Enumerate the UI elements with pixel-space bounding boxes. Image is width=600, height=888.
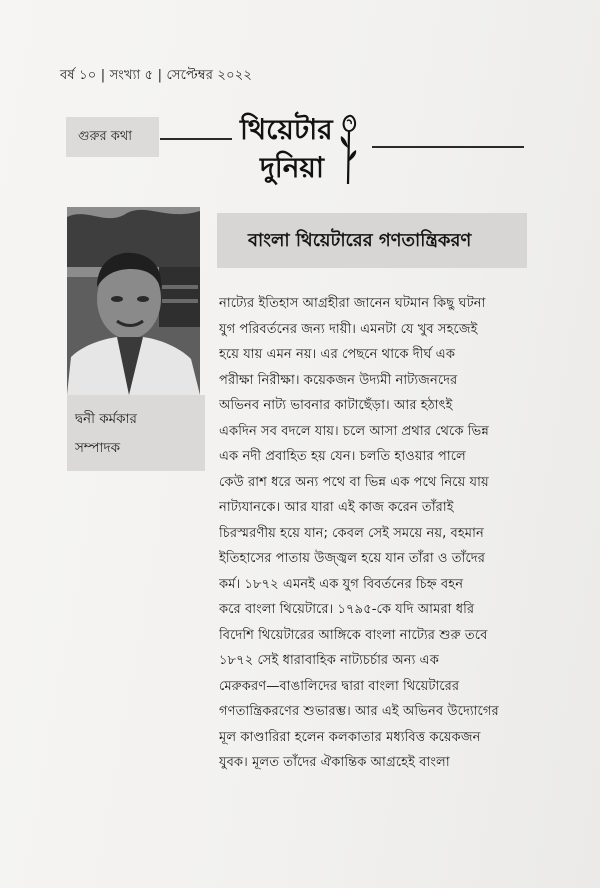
article-line: করে বাংলা থিয়েটারে। ১৭৯৫-কে যদি আমরা ধরি	[219, 602, 475, 617]
article-line: বিদেশি থিয়েটারের আঙ্গিকে বাংলা নাট্যের শুরু তবে	[219, 627, 488, 643]
article-line: কর্ম। ১৮৭২ এমনই এক যুগ বিবর্তনের চিহ্ন বহন	[219, 576, 464, 592]
article-line: অভিনব নাট্য ভাবনার কাটাছেঁড়া। আর হঠাৎই	[219, 398, 453, 413]
article-line: যুগ পরিবর্তনের জন্য দায়ী। এমনটা যে খুব সহজেই	[219, 321, 478, 337]
article-line: চিরস্মরণীয় হয়ে যান; কেবল সেই সময়ে নয়, বহমান	[219, 525, 484, 541]
header-rule-left	[160, 138, 232, 140]
article-line: গণতান্ত্রিকরণের শুভারম্ভ। আর এই অভিনব উদ্যোগের	[219, 704, 499, 719]
article-line: একদিন সব বদলে যায়। চলে আসা প্রথার থেকে ভিন্ন	[219, 423, 489, 439]
header-rule-right	[372, 146, 524, 148]
article-line: মূল কাণ্ডারিরা হলেন কলকাতার মধ্যবিত্ত কয়েকজন	[219, 729, 481, 745]
magazine-logo	[238, 108, 368, 188]
article-line: কেউ রাশ ধরে অন্য পথে বা ভিন্ন এক পথে নিয়ে যায়	[219, 474, 489, 490]
author-name: দ্বনী কর্মকার	[75, 411, 137, 427]
author-role: সম্পাদক	[75, 440, 121, 456]
article-line: এক নদী প্রবাহিত হয় যেন। চলতি হাওয়ার পালে	[219, 449, 466, 464]
article-line: ইতিহাসের পাতায় উজ্জ্বল হয়ে যান তাঁরা ও তাঁদের	[219, 551, 485, 566]
logo-line-1: থিয়েটার	[240, 113, 333, 146]
article-line: মেরুকরণ—বাঙালিদের দ্বারা বাংলা থিয়েটারের	[219, 678, 460, 694]
rose-icon	[336, 110, 362, 186]
article-line: নাট্যের ইতিহাস আগ্রহীরা জানেন ঘটমান কিছু ঘটনা	[219, 296, 486, 311]
article-body	[219, 291, 537, 776]
article-line: ১৮৭২ সেই ধারাবাহিক নাট্যচর্চার অন্য এক	[219, 653, 439, 668]
section-tag: গুরুর কথা	[66, 117, 159, 157]
article-line: হয়ে যায় এমন নয়। এর পেছনে থাকে দীর্ঘ এক	[219, 347, 456, 362]
article-title: বাংলা থিয়েটারের গণতান্ত্রিকরণ	[248, 230, 472, 251]
article-line: পরীক্ষা নিরীক্ষা। কয়েকজন উদ্যমী নাট্যজনদের	[219, 372, 458, 388]
article-line: যুবক। মূলত তাঁদের ঐকান্তিক আগ্রহেই বাংলা	[219, 755, 450, 770]
article-line: নাট্যযানকে। আর যারা এই কাজ করেন তাঁরাই	[219, 500, 454, 515]
author-photo	[67, 207, 200, 395]
issue-meta: বর্ষ ১০ | সংখ্যা ৫ | সেপ্টেম্বর ২০২২	[60, 68, 253, 83]
logo-line-2: দুনিয়া	[260, 151, 325, 184]
